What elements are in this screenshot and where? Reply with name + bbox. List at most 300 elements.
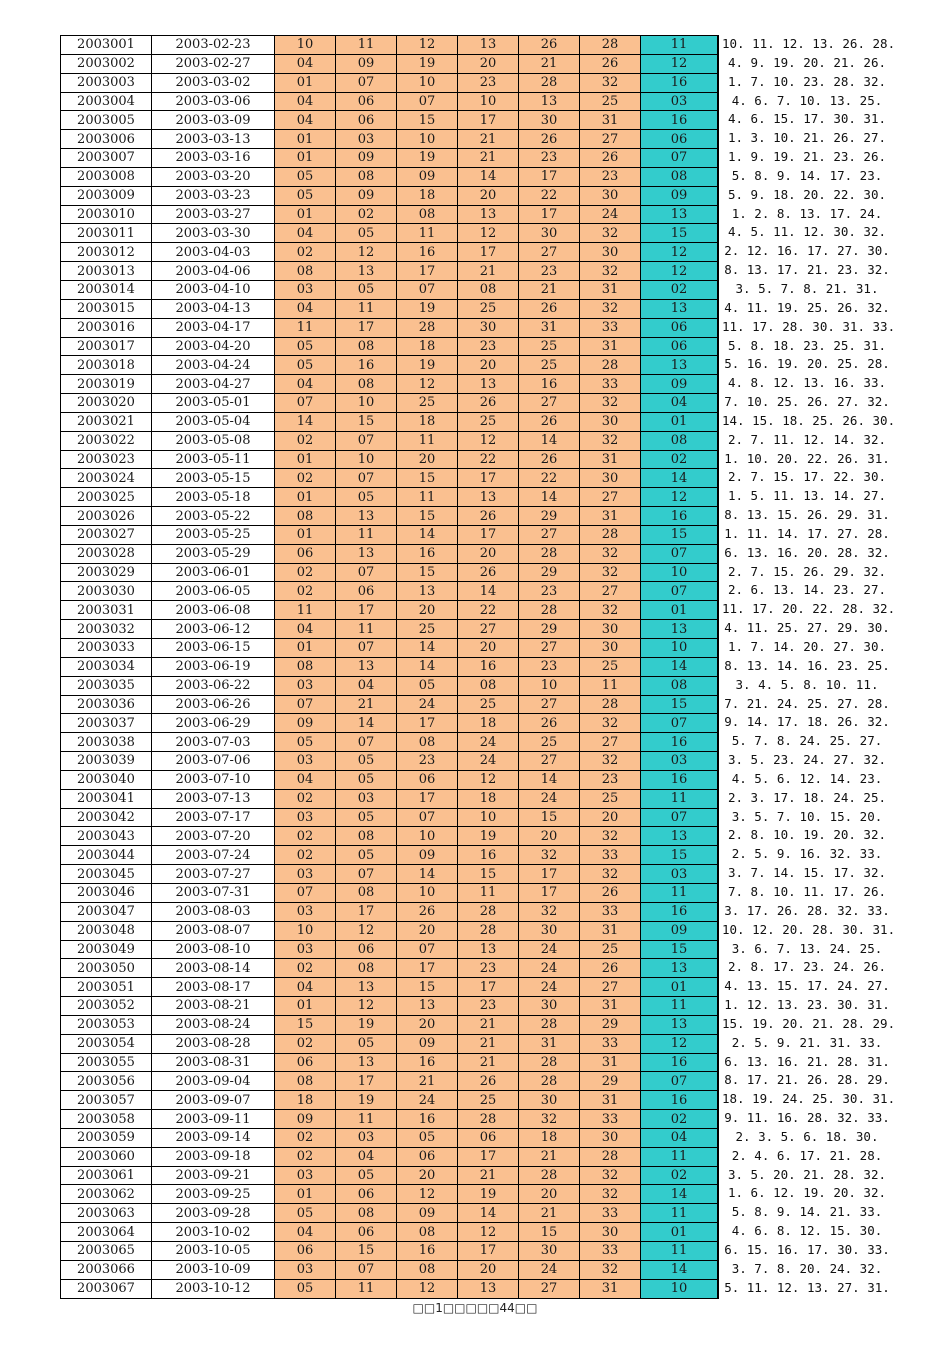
draw-number-cell: 2003048 bbox=[61, 921, 152, 940]
red-ball-cell: 28 bbox=[397, 318, 458, 337]
draw-number-cell: 2003045 bbox=[61, 865, 152, 884]
red-ball-cell: 14 bbox=[336, 714, 397, 733]
blue-ball-cell: 16 bbox=[641, 902, 719, 921]
red-ball-cell: 08 bbox=[275, 262, 336, 281]
red-ball-cell: 18 bbox=[458, 789, 519, 808]
red-ball-cell: 31 bbox=[580, 1053, 641, 1072]
blue-ball-cell: 02 bbox=[641, 450, 719, 469]
red-ball-cell: 19 bbox=[397, 299, 458, 318]
red-ball-cell: 18 bbox=[458, 714, 519, 733]
red-ball-cell: 19 bbox=[458, 1185, 519, 1204]
summary-line: 4. 6. 15. 17. 30. 31. bbox=[727, 111, 887, 127]
red-ball-cell: 27 bbox=[519, 752, 580, 771]
red-ball-cell: 08 bbox=[336, 337, 397, 356]
red-ball-cell: 05 bbox=[275, 1279, 336, 1298]
red-ball-cell: 03 bbox=[275, 676, 336, 695]
red-ball-cell: 21 bbox=[458, 130, 519, 149]
red-ball-cell: 05 bbox=[275, 733, 336, 752]
red-ball-cell: 25 bbox=[397, 394, 458, 413]
red-ball-cell: 27 bbox=[519, 695, 580, 714]
red-ball-cell: 17 bbox=[519, 865, 580, 884]
draw-number-cell: 2003053 bbox=[61, 1015, 152, 1034]
draw-date-cell: 2003-03-27 bbox=[152, 205, 275, 224]
red-ball-cell: 16 bbox=[336, 356, 397, 375]
red-ball-cell: 27 bbox=[580, 488, 641, 507]
red-ball-cell: 32 bbox=[580, 752, 641, 771]
red-ball-cell: 21 bbox=[519, 1204, 580, 1223]
draw-number-cell: 2003008 bbox=[61, 167, 152, 186]
draw-number-cell: 2003017 bbox=[61, 337, 152, 356]
red-ball-cell: 31 bbox=[580, 507, 641, 526]
draw-date-cell: 2003-10-02 bbox=[152, 1223, 275, 1242]
draw-date-cell: 2003-07-10 bbox=[152, 770, 275, 789]
draw-date-cell: 2003-04-27 bbox=[152, 375, 275, 394]
draw-date-cell: 2003-07-06 bbox=[152, 752, 275, 771]
red-ball-cell: 17 bbox=[519, 205, 580, 224]
draw-date-cell: 2003-06-19 bbox=[152, 657, 275, 676]
red-ball-cell: 28 bbox=[458, 902, 519, 921]
draw-date-cell: 2003-05-29 bbox=[152, 544, 275, 563]
draw-number-cell: 2003054 bbox=[61, 1034, 152, 1053]
red-ball-cell: 26 bbox=[580, 54, 641, 73]
summary-line: 5. 8. 9. 14. 21. 33. bbox=[731, 1204, 883, 1220]
draw-date-cell: 2003-02-27 bbox=[152, 54, 275, 73]
blue-ball-cell: 01 bbox=[641, 601, 719, 620]
blue-ball-cell: 04 bbox=[641, 1128, 719, 1147]
red-ball-cell: 14 bbox=[397, 639, 458, 658]
page-footer: □□1□□□□□44□□ bbox=[412, 1301, 538, 1315]
draw-number-cell: 2003018 bbox=[61, 356, 152, 375]
red-ball-cell: 26 bbox=[397, 902, 458, 921]
table-row bbox=[61, 431, 719, 450]
blue-ball-cell: 16 bbox=[641, 507, 719, 526]
draw-date-cell: 2003-05-04 bbox=[152, 412, 275, 431]
blue-ball-cell: 09 bbox=[641, 186, 719, 205]
blue-ball-cell: 11 bbox=[641, 36, 719, 55]
red-ball-cell: 06 bbox=[336, 1185, 397, 1204]
red-ball-cell: 09 bbox=[397, 1034, 458, 1053]
red-ball-cell: 30 bbox=[580, 620, 641, 639]
red-ball-cell: 02 bbox=[336, 205, 397, 224]
red-ball-cell: 04 bbox=[275, 620, 336, 639]
table-row bbox=[61, 846, 719, 865]
red-ball-cell: 29 bbox=[519, 507, 580, 526]
table-row bbox=[61, 582, 719, 601]
table-row bbox=[61, 130, 719, 149]
red-ball-cell: 26 bbox=[458, 1072, 519, 1091]
table-row bbox=[61, 921, 719, 940]
draw-date-cell: 2003-08-24 bbox=[152, 1015, 275, 1034]
draw-number-cell: 2003038 bbox=[61, 733, 152, 752]
red-ball-cell: 24 bbox=[519, 978, 580, 997]
red-ball-cell: 25 bbox=[580, 657, 641, 676]
red-ball-cell: 11 bbox=[336, 525, 397, 544]
red-ball-cell: 31 bbox=[580, 997, 641, 1016]
red-ball-cell: 17 bbox=[336, 318, 397, 337]
red-ball-cell: 10 bbox=[397, 73, 458, 92]
red-ball-cell: 18 bbox=[519, 1128, 580, 1147]
table-row bbox=[61, 1166, 719, 1185]
draw-date-cell: 2003-05-22 bbox=[152, 507, 275, 526]
summary-line: 2. 8. 10. 19. 20. 32. bbox=[727, 827, 887, 843]
red-ball-cell: 07 bbox=[397, 280, 458, 299]
red-ball-cell: 21 bbox=[519, 1147, 580, 1166]
table-row bbox=[61, 865, 719, 884]
red-ball-cell: 12 bbox=[458, 431, 519, 450]
red-ball-cell: 12 bbox=[458, 770, 519, 789]
red-ball-cell: 16 bbox=[397, 1053, 458, 1072]
table-row bbox=[61, 299, 719, 318]
blue-ball-cell: 02 bbox=[641, 1110, 719, 1129]
blue-ball-cell: 11 bbox=[641, 883, 719, 902]
red-ball-cell: 18 bbox=[397, 412, 458, 431]
red-ball-cell: 17 bbox=[519, 883, 580, 902]
blue-ball-cell: 02 bbox=[641, 1166, 719, 1185]
blue-ball-cell: 10 bbox=[641, 639, 719, 658]
red-ball-cell: 08 bbox=[336, 167, 397, 186]
red-ball-cell: 22 bbox=[458, 601, 519, 620]
table-row bbox=[61, 262, 719, 281]
red-ball-cell: 02 bbox=[275, 1128, 336, 1147]
draw-number-cell: 2003033 bbox=[61, 639, 152, 658]
table-row bbox=[61, 412, 719, 431]
red-ball-cell: 30 bbox=[580, 469, 641, 488]
red-ball-cell: 04 bbox=[275, 770, 336, 789]
red-ball-cell: 25 bbox=[458, 1091, 519, 1110]
red-ball-cell: 28 bbox=[580, 36, 641, 55]
red-ball-cell: 12 bbox=[397, 36, 458, 55]
red-ball-cell: 31 bbox=[580, 1279, 641, 1298]
summary-line: 1. 2. 8. 13. 17. 24. bbox=[731, 205, 883, 221]
draw-date-cell: 2003-04-13 bbox=[152, 299, 275, 318]
blue-ball-cell: 13 bbox=[641, 1015, 719, 1034]
red-ball-cell: 14 bbox=[397, 865, 458, 884]
red-ball-cell: 17 bbox=[397, 714, 458, 733]
blue-ball-cell: 07 bbox=[641, 714, 719, 733]
red-ball-cell: 14 bbox=[397, 657, 458, 676]
draw-date-cell: 2003-09-07 bbox=[152, 1091, 275, 1110]
red-ball-cell: 20 bbox=[458, 544, 519, 563]
draw-number-cell: 2003032 bbox=[61, 620, 152, 639]
red-ball-cell: 20 bbox=[397, 450, 458, 469]
red-ball-cell: 04 bbox=[275, 224, 336, 243]
red-ball-cell: 17 bbox=[458, 978, 519, 997]
summary-line: 3. 7. 8. 20. 24. 32. bbox=[731, 1260, 883, 1276]
red-ball-cell: 24 bbox=[458, 752, 519, 771]
blue-ball-cell: 03 bbox=[641, 865, 719, 884]
red-ball-cell: 15 bbox=[458, 865, 519, 884]
red-ball-cell: 05 bbox=[275, 167, 336, 186]
draw-number-cell: 2003020 bbox=[61, 394, 152, 413]
red-ball-cell: 23 bbox=[458, 337, 519, 356]
red-ball-cell: 01 bbox=[275, 73, 336, 92]
table-row bbox=[61, 563, 719, 582]
red-ball-cell: 20 bbox=[458, 186, 519, 205]
red-ball-cell: 26 bbox=[519, 299, 580, 318]
red-ball-cell: 19 bbox=[397, 356, 458, 375]
red-ball-cell: 16 bbox=[397, 1242, 458, 1261]
red-ball-cell: 25 bbox=[519, 337, 580, 356]
summary-line: 8. 13. 14. 16. 23. 25. bbox=[724, 657, 890, 673]
summary-line: 4. 5. 6. 12. 14. 23. bbox=[731, 770, 883, 786]
draw-number-cell: 2003012 bbox=[61, 243, 152, 262]
red-ball-cell: 04 bbox=[275, 299, 336, 318]
red-ball-cell: 11 bbox=[336, 1279, 397, 1298]
summary-line: 2. 7. 11. 12. 14. 32. bbox=[727, 431, 887, 447]
red-ball-cell: 05 bbox=[336, 224, 397, 243]
table-row bbox=[61, 525, 719, 544]
draw-number-cell: 2003029 bbox=[61, 563, 152, 582]
table-row bbox=[61, 959, 719, 978]
summary-line: 10. 11. 12. 13. 26. 28. bbox=[722, 36, 896, 51]
summary-line: 7. 21. 24. 25. 27. 28. bbox=[724, 695, 890, 711]
red-ball-cell: 04 bbox=[275, 92, 336, 111]
blue-ball-cell: 13 bbox=[641, 620, 719, 639]
blue-ball-cell: 13 bbox=[641, 205, 719, 224]
draw-date-cell: 2003-03-06 bbox=[152, 92, 275, 111]
red-ball-cell: 04 bbox=[275, 54, 336, 73]
red-ball-cell: 13 bbox=[336, 657, 397, 676]
red-ball-cell: 14 bbox=[458, 167, 519, 186]
red-ball-cell: 03 bbox=[336, 130, 397, 149]
red-ball-cell: 11 bbox=[397, 224, 458, 243]
red-ball-cell: 23 bbox=[519, 657, 580, 676]
draw-number-cell: 2003052 bbox=[61, 997, 152, 1016]
red-ball-cell: 23 bbox=[519, 149, 580, 168]
red-ball-cell: 31 bbox=[519, 318, 580, 337]
draw-number-cell: 2003041 bbox=[61, 789, 152, 808]
draw-date-cell: 2003-09-14 bbox=[152, 1128, 275, 1147]
red-ball-cell: 08 bbox=[336, 959, 397, 978]
draw-date-cell: 2003-09-18 bbox=[152, 1147, 275, 1166]
red-ball-cell: 12 bbox=[336, 243, 397, 262]
draw-number-cell: 2003058 bbox=[61, 1110, 152, 1129]
red-ball-cell: 30 bbox=[519, 921, 580, 940]
red-ball-cell: 05 bbox=[336, 846, 397, 865]
red-ball-cell: 18 bbox=[397, 186, 458, 205]
red-ball-cell: 02 bbox=[275, 1147, 336, 1166]
red-ball-cell: 04 bbox=[275, 375, 336, 394]
red-ball-cell: 15 bbox=[397, 111, 458, 130]
red-ball-cell: 07 bbox=[336, 563, 397, 582]
red-ball-cell: 02 bbox=[275, 563, 336, 582]
red-ball-cell: 24 bbox=[519, 1260, 580, 1279]
table-row bbox=[61, 318, 719, 337]
blue-ball-cell: 14 bbox=[641, 469, 719, 488]
red-ball-cell: 10 bbox=[275, 36, 336, 55]
red-ball-cell: 23 bbox=[397, 752, 458, 771]
red-ball-cell: 27 bbox=[458, 620, 519, 639]
red-ball-cell: 12 bbox=[397, 1185, 458, 1204]
red-ball-cell: 32 bbox=[580, 544, 641, 563]
summary-line: 3. 17. 26. 28. 32. 33. bbox=[724, 902, 890, 918]
table-row bbox=[61, 36, 719, 55]
red-ball-cell: 21 bbox=[336, 695, 397, 714]
red-ball-cell: 10 bbox=[458, 92, 519, 111]
red-ball-cell: 17 bbox=[458, 1147, 519, 1166]
table-row bbox=[61, 639, 719, 658]
draw-date-cell: 2003-03-20 bbox=[152, 167, 275, 186]
red-ball-cell: 33 bbox=[580, 1034, 641, 1053]
red-ball-cell: 11 bbox=[458, 883, 519, 902]
red-ball-cell: 20 bbox=[519, 827, 580, 846]
red-ball-cell: 03 bbox=[336, 1128, 397, 1147]
draw-date-cell: 2003-04-10 bbox=[152, 280, 275, 299]
red-ball-cell: 27 bbox=[519, 394, 580, 413]
red-ball-cell: 21 bbox=[458, 1166, 519, 1185]
red-ball-cell: 08 bbox=[336, 1204, 397, 1223]
draw-number-cell: 2003003 bbox=[61, 73, 152, 92]
red-ball-cell: 28 bbox=[519, 1072, 580, 1091]
table-row bbox=[61, 676, 719, 695]
blue-ball-cell: 16 bbox=[641, 770, 719, 789]
red-ball-cell: 08 bbox=[458, 676, 519, 695]
draw-number-cell: 2003061 bbox=[61, 1166, 152, 1185]
summary-line: 1. 9. 19. 21. 23. 26. bbox=[727, 149, 887, 165]
red-ball-cell: 19 bbox=[336, 1015, 397, 1034]
red-ball-cell: 20 bbox=[397, 1015, 458, 1034]
red-ball-cell: 20 bbox=[458, 639, 519, 658]
red-ball-cell: 02 bbox=[275, 827, 336, 846]
red-ball-cell: 08 bbox=[336, 883, 397, 902]
summary-line: 7. 8. 10. 11. 17. 26. bbox=[727, 883, 887, 899]
red-ball-cell: 30 bbox=[580, 639, 641, 658]
red-ball-cell: 20 bbox=[458, 54, 519, 73]
blue-ball-cell: 15 bbox=[641, 224, 719, 243]
red-ball-cell: 13 bbox=[397, 997, 458, 1016]
red-ball-cell: 26 bbox=[580, 149, 641, 168]
blue-ball-cell: 11 bbox=[641, 1204, 719, 1223]
red-ball-cell: 07 bbox=[275, 394, 336, 413]
red-ball-cell: 07 bbox=[275, 883, 336, 902]
red-ball-cell: 13 bbox=[336, 544, 397, 563]
red-ball-cell: 32 bbox=[519, 1110, 580, 1129]
draw-number-cell: 2003006 bbox=[61, 130, 152, 149]
red-ball-cell: 29 bbox=[580, 1072, 641, 1091]
red-ball-cell: 31 bbox=[580, 921, 641, 940]
red-ball-cell: 20 bbox=[397, 601, 458, 620]
draw-date-cell: 2003-04-20 bbox=[152, 337, 275, 356]
red-ball-cell: 20 bbox=[458, 1260, 519, 1279]
draw-date-cell: 2003-07-17 bbox=[152, 808, 275, 827]
red-ball-cell: 03 bbox=[336, 789, 397, 808]
red-ball-cell: 19 bbox=[458, 827, 519, 846]
red-ball-cell: 05 bbox=[275, 1204, 336, 1223]
summary-line: 4. 8. 12. 13. 16. 33. bbox=[727, 375, 887, 391]
draw-date-cell: 2003-10-05 bbox=[152, 1242, 275, 1261]
summary-line: 5. 11. 12. 13. 27. 31. bbox=[724, 1279, 890, 1295]
summary-line: 1. 11. 14. 17. 27. 28. bbox=[724, 525, 890, 541]
summary-line: 1. 7. 14. 20. 27. 30. bbox=[727, 639, 887, 654]
draw-number-cell: 2003022 bbox=[61, 431, 152, 450]
summary-line: 3. 7. 14. 15. 17. 32. bbox=[727, 865, 887, 881]
table-row bbox=[61, 752, 719, 771]
red-ball-cell: 07 bbox=[336, 73, 397, 92]
summary-line: 4. 13. 15. 17. 24. 27. bbox=[724, 978, 890, 994]
summary-line: 3. 6. 7. 13. 24. 25. bbox=[731, 940, 883, 956]
red-ball-cell: 22 bbox=[519, 186, 580, 205]
red-ball-cell: 16 bbox=[397, 544, 458, 563]
red-ball-cell: 01 bbox=[275, 525, 336, 544]
red-ball-cell: 32 bbox=[580, 714, 641, 733]
table-row bbox=[61, 997, 719, 1016]
red-ball-cell: 08 bbox=[275, 1072, 336, 1091]
red-ball-cell: 13 bbox=[336, 507, 397, 526]
table-row bbox=[61, 73, 719, 92]
red-ball-cell: 03 bbox=[275, 1260, 336, 1279]
red-ball-cell: 24 bbox=[397, 1091, 458, 1110]
draw-date-cell: 2003-06-22 bbox=[152, 676, 275, 695]
red-ball-cell: 08 bbox=[397, 1260, 458, 1279]
draw-number-cell: 2003065 bbox=[61, 1242, 152, 1261]
red-ball-cell: 31 bbox=[580, 280, 641, 299]
red-ball-cell: 13 bbox=[336, 262, 397, 281]
draw-date-cell: 2003-06-26 bbox=[152, 695, 275, 714]
red-ball-cell: 02 bbox=[275, 1034, 336, 1053]
red-ball-cell: 07 bbox=[336, 469, 397, 488]
red-ball-cell: 27 bbox=[519, 243, 580, 262]
table-row bbox=[61, 1204, 719, 1223]
table-row bbox=[61, 1015, 719, 1034]
draw-number-cell: 2003057 bbox=[61, 1091, 152, 1110]
red-ball-cell: 12 bbox=[458, 1223, 519, 1242]
draw-number-cell: 2003015 bbox=[61, 299, 152, 318]
red-ball-cell: 14 bbox=[275, 412, 336, 431]
draw-date-cell: 2003-07-03 bbox=[152, 733, 275, 752]
red-ball-cell: 20 bbox=[519, 1185, 580, 1204]
blue-ball-cell: 16 bbox=[641, 73, 719, 92]
summary-line: 1. 7. 10. 23. 28. 32. bbox=[727, 73, 887, 89]
red-ball-cell: 10 bbox=[336, 394, 397, 413]
blue-ball-cell: 08 bbox=[641, 676, 719, 695]
red-ball-cell: 30 bbox=[519, 1242, 580, 1261]
red-ball-cell: 27 bbox=[580, 733, 641, 752]
red-ball-cell: 17 bbox=[458, 243, 519, 262]
red-ball-cell: 28 bbox=[519, 73, 580, 92]
red-ball-cell: 28 bbox=[458, 1110, 519, 1129]
red-ball-cell: 32 bbox=[580, 827, 641, 846]
summary-line: 2. 5. 9. 21. 31. 33. bbox=[731, 1034, 883, 1050]
summary-line: 3. 5. 7. 10. 15. 20. bbox=[731, 808, 883, 824]
red-ball-cell: 15 bbox=[336, 1242, 397, 1261]
red-ball-cell: 01 bbox=[275, 205, 336, 224]
blue-ball-cell: 12 bbox=[641, 262, 719, 281]
table-row bbox=[61, 375, 719, 394]
summary-line: 4. 11. 25. 27. 29. 30. bbox=[724, 620, 890, 636]
red-ball-cell: 31 bbox=[580, 111, 641, 130]
draw-date-cell: 2003-08-28 bbox=[152, 1034, 275, 1053]
red-ball-cell: 19 bbox=[397, 149, 458, 168]
red-ball-cell: 21 bbox=[397, 1072, 458, 1091]
summary-line: 5. 7. 8. 24. 25. 27. bbox=[731, 733, 883, 749]
red-ball-cell: 25 bbox=[580, 789, 641, 808]
red-ball-cell: 10 bbox=[397, 130, 458, 149]
blue-ball-cell: 16 bbox=[641, 1091, 719, 1110]
blue-ball-cell: 07 bbox=[641, 1072, 719, 1091]
draw-date-cell: 2003-08-31 bbox=[152, 1053, 275, 1072]
table-row bbox=[61, 1185, 719, 1204]
red-ball-cell: 05 bbox=[397, 676, 458, 695]
summary-line: 2. 4. 6. 17. 21. 28. bbox=[731, 1147, 883, 1163]
table-row bbox=[61, 92, 719, 111]
draw-date-cell: 2003-06-08 bbox=[152, 601, 275, 620]
summary-line: 3. 5. 7. 8. 21. 31. bbox=[735, 280, 879, 296]
blue-ball-cell: 06 bbox=[641, 337, 719, 356]
table-row bbox=[61, 620, 719, 639]
red-ball-cell: 10 bbox=[397, 827, 458, 846]
red-ball-cell: 25 bbox=[458, 695, 519, 714]
draw-date-cell: 2003-04-06 bbox=[152, 262, 275, 281]
